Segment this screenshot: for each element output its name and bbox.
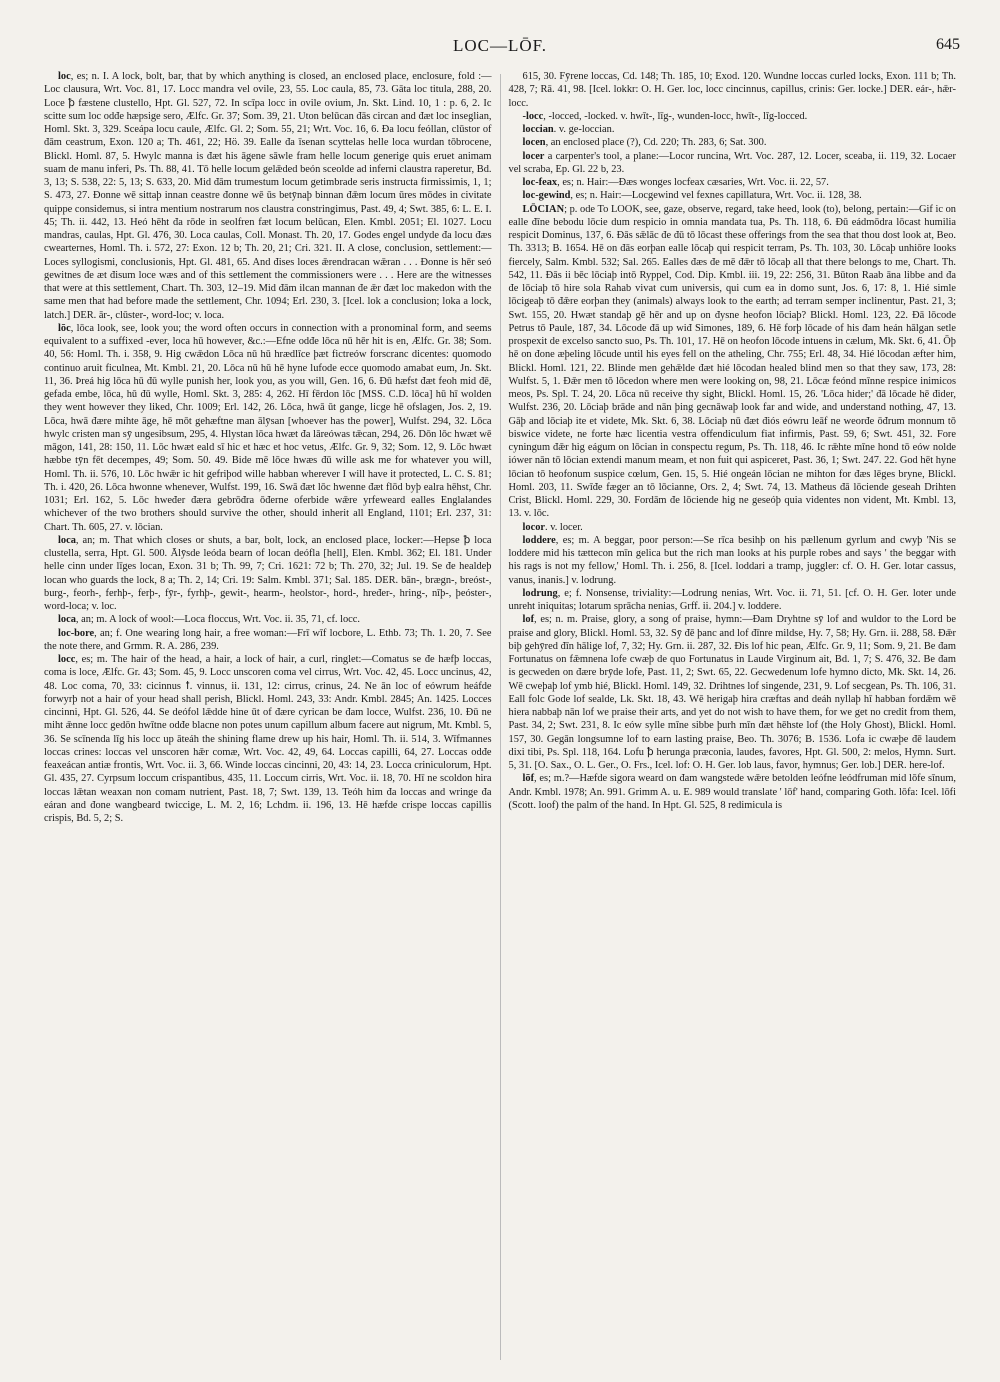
dictionary-entry bbox=[509, 613, 957, 772]
dictionary-entry bbox=[44, 627, 492, 654]
entry-text: , an enclosed place (?), Cd. 220; Th. 283, 6; Sat. 300. bbox=[545, 137, 767, 149]
dictionary-entry bbox=[509, 110, 957, 123]
entry-headword: locen bbox=[522, 137, 546, 149]
entry-headword: loc-gewind bbox=[522, 190, 571, 202]
dictionary-entry bbox=[44, 322, 492, 534]
right-column bbox=[501, 70, 965, 1360]
entry-headword: LŌCIAN bbox=[522, 203, 565, 215]
dictionary-entry bbox=[509, 521, 957, 534]
entry-headword: lōc bbox=[58, 322, 71, 334]
dictionary-entry bbox=[509, 123, 957, 136]
entry-headword: locor bbox=[522, 521, 546, 533]
entry-text: 615, 30. Fȳrene loccas, Cd. 148; Th. 185, 10; Exod. 120. Wundne loccas curled locks, Exon. 111 b; Th. 428, 7; Rā. 41, 98. [Icel. lokkr: O. H. Ger. loc, locc cincinnus, capillus, crinis: Ger. locke.] DER. eár-, hǣr-locc. bbox=[508, 71, 956, 109]
entry-text: , es; n. I. A lock, bolt, bar, that by which anything is closed, an enclosed place, enclosure, fold :—Loc clausura, Wrt. Voc. 81, 17. Locc mandra vel ovile, 23, 55. Loc caula, 85, 73. Gāta loc titula, 288, 20. Loce ꝥ fæstene clustello, Hpt. Gl. 527, 72. In scīpa locc in ovile ovium, Jn. Skt. Lind. 10, 1 : p. 6, 2. Ic scitte sum loc odđe hæpsige sero, Ælfc. Gr. 37; Som. 39, 21. Uton belūcan đās circan and đæt loc inseglian, Homl. Skt. 3, 329. Sceápa locu caule, Ælfc. Gl. 2; Som. 55, 21; Wrt. Voc. 16, 6. Đa locu feóllan, clūstor of đām ceastrum, Exon. 120 a; Th. 461, 22; Hö. 39. Ealle đa īsenan scyttelas helle loca wurdan tōbrocene, Blickl. Homl. 87, 5. Hwylc manna is đæt his āgene sāwle fram helle locum generige quis eruet animam suam de manu inferi, Ps. Th. 88, 41. Tō helle locum gelǣded beón sceolde ad inferni claustra raperetur, Bd. 3, 13; S. 538, 22: 5, 13; S. 633, 20. Mid đām trumestum locum getimbrade seris instructa firmissimis, 1, 1; S. 473, 27. Đonne wē sittaþ innan ceastre đonne wē ūs betȳnaþ binnan đǣm locum ūres mōdes in civitate quippe considemus, si intra mentium nostrarum nos claustra constringimus, Past. 49, 4; Swt. 385, 6: L. E. I. 45; Th. ii. 442, 13. Heó hēht đa rōde in seolfren fæt locum belūcan, Elen. Kmbl. 2051; El. 1027. Locu mandras, caulas, Hpt. Gl. 476, 30. Loca caulas, Coll. Monast. Th. 20, 17. Godes engel undyde đa locu đæs cwearternes, Homl. Th. i. 572, 27: Exon. 12 b; Th. 20, 21; Cri. 321. II. A close, conclusion, settlement:—Loces syllogismi, conclusionis, Hpt. Gl. 481, 65. And đises loces ǣrendracan wǣran . . . Đonne is hēr seó gewitnes đe æt đisum loce wæs and of this settlement the commissioners were . . . Here are the witnesses that were at this settlement, Chart. Th. 303, 12–19. Mid đām ilcan mannan đe ǣr đæt loc makedon with the same men that had before made the settlement, Chr. 1094; Erl. 230, 3. [Icel. lok a conclusion; loka a lock, latch.] DER. ār-, clūster-, word-loc; v. loca. bbox=[44, 71, 492, 321]
dictionary-entry bbox=[509, 176, 957, 189]
entry-text: ; p. ode To LOOK, see, gaze, observe, regard, take heed, look (to), belong, pertain:—Gif ic on ealle đīne bebodu lōcie dum respicio in omnia mandata tua, Ps. Th. 118, 6. Đū eádmōdra lōcast humilia respicit Dominus, 137, 6. Đās sǣlāc đe đū tō lōcast these offerings from the sea that thou dost look at, Beo. Th. 3313; B. 1654. Hē on đās eorþan ealle lōcaþ qui respicit terram, Ps. Th. 103, 30. Lōcaþ unhiōre looks fiercely, Salm. Kmbl. 532; Sal. 265. Ealles đæs đe mē đǣr tō lōcaþ all that there belongs to me, Chart. Th. 542, 11. Đās ii bēc lōciaþ intō Ryppel, Cod. Dip. Kmbl. iii. 19, 22: 256, 31. Būton Raab āna libbe and đa đe lōciaþ tō hire sola Rahab vivat cum universis, qui cum ea in domo sunt, Jos. 6, 17: 8, 1. Hié simle lōcigeaþ tō đǣre eorþan they (animals) always look to the earth; ad terram semper inclinentur, Past. 21, 3; Swt. 155, 20. Hwæt standaþ gē hēr and up on đysne heofon lōciaþ? Blickl. Homl. 123, 22. Đā lōcode Petrus tō Paule, 187, 34. Lōcode đā up wiđ Simones, 189, 6. Hē forþ lōcade of his đam heán hālgan setle prospexit de excelso sancto suo, Ps. Th. 101, 17. Hē on heofon lōcode intuens in cælum, Mk. Skt. 6, 41. Ōþ hē on đone æþeling lōcude until his eyes fell on the atheling, Chr. 755; Erl. 48, 34. Hié lōcodan æfter him, Blickl. Homl. 121, 22. Blinde men gehǣlde đæt hié lōcodan healed blind men so that they saw, 173, 28: Wulfst. 5, 1. Đǣr men tō lōcedon where men were looking on, 98, 21. Lōcæ feónd mīnne respice inimicos meos, Ps. Spl. T. 24, 20. Lōca nū receive thy sight, Blickl. Homl. 15, 26. 'Lōca hider;' đā lōcade hē đider, Wulfst. 236, 20. Lōciaþ brāde and nān þing gecnāwaþ look far and wide, and understand nothing, 47, 13. Gāþ and lōciaþ ite et videte, Mk. Skt. 6, 38. Lōciaþ nū đæt điós eówru leāf ne weorđe ōđrum monnum tō biswice videte, ne forte hæc licentia vestra offendiculum fiat infirmis, Past. 59, 6; Swt. 451, 32. Fore cyningum đǣr hig eágum on lōcian in conspectu regum, Ps. Th. 118, 46. Ic rǣhte mīne hond tō eów nolde iówer nān tō lōcian extendi manum meam, et non fuit qui aspiceret, Past. 36, 1; Swt. 247. 22. God hēt hyne lōcian tō heofonum suspice cœlum, Gen. 15, 5. Hié ongeán lōcian ne mihton for đæs lēges bryne, Blickl. Homl. 203, 11. Swīđe fæger an tō lōcianne, Ors. 2, 4; Swt. 74, 13. Matheus đā lōciende geseah Drihten Crist, Blickl. Homl. 229, 30. Fordām đe lōciende hig ne geseóþ quia videntes non vident, Mt. Kmbl. 13, 13. v. lōc. bbox=[508, 203, 956, 520]
dictionary-entry bbox=[44, 534, 492, 614]
entry-text: , es; n. Hair:—Locgewind vel fexnes capillatura, Wrt. Voc. ii. 128, 38. bbox=[570, 190, 862, 202]
entry-headword: loc-bore bbox=[58, 627, 95, 639]
running-head: LOC—LŌF. bbox=[452, 36, 547, 55]
entry-text: , es; m.?—Hæfde sigora weard on đam wangstede wǣre betolden leófne leódfruman mid lōfe sīnum, Andr. Kmbl. 1978; An. 991. Grimm A. u. E. 989 would translate ' lōf' hand, comparing Goth. lōfa: Icel. lōfi (Scott. loof) the palm of the hand. In Hpt. Gl. 525, 8 redimicula is bbox=[508, 773, 956, 811]
dictionary-entry bbox=[509, 203, 957, 521]
entry-headword: locer bbox=[522, 150, 545, 162]
entry-headword: -locc bbox=[522, 110, 544, 122]
entry-headword: loca bbox=[58, 534, 76, 546]
entry-headword: lodrung bbox=[522, 587, 558, 599]
dictionary-entry bbox=[509, 189, 957, 202]
page-header bbox=[40, 36, 960, 64]
entry-text: , lōca look, see, look you; the word often occurs in connection with a pronominal form, and seems equivalent to a suffixed -ever, loca hū however, &c.:—Efne odđe lōca nū hēr hit is en, Ælfc. Gr. 38; Som. 40, 56: Homl. Th. i. 358, 9. Hig cwǣdon Lōca nū hū hrædlīce þæt fictreów forscranc dicentes: quomodo continuo aruit ficulnea, Mt. Kmbl. 21, 20. Lōca nū hū hē hyne lufode ecce quomodo amabat eum, Jn. Skt. 11, 36. Þreá hig lōca hū đū wylle punish her, look you, as you will, Gen. 16, 6. Đū hæfst đæt feoh mid đē, gefada embe, lōca, hū đū wylle, Homl. Skt. 3, 285: 4, 262. Hī fērdon lōc [MSS. C.D. lōca] hū hī wolden they went however they liked, Chr. 1009; Erl. 142, 26. Lōca, hwā ūt gange, licge hē ofslagen, Jos. 2, 19. Lōca, hwā đære mihte āge, hē mōt gehæftne man ālȳsan [whoever has the power], Wulfst. 294, 32. Lōca hwylc cristen man sȳ ungesibsum, 295, 4. Hlystan lōca hwæt đa lāreówas tǣcan, 294, 26. Dōn lōc hwæt wē māgon, 141, 28: 150, 11. Lōc hwæt eald sī hic et hæc et hoc vetus, Ælfc. Gr. 9, 32; Som. 12, 9. Lōc hwæt hæbbe tȳn fēt decempes, 49; Som. 50. 49. Bide mē lōce hwæs đū wille ask me for whatever you will, Homl. Th. ii. 576, 10. Lōc hwǣr ic hit gefriþod wille habban wherever I will have it protected, L. C. S. 81; Th. i. 420, 26. Lōca hwonne whenever, Wulfst. 199, 16. Swā đæt lōc hwenne đæt flōd byþ ealra hēhst, Chr. 1031; Erl. 162, 5. Lōc hweđer đæra gebrōđra ōđerne oferbide wǣre yrfeweard ealles Englalandes whichever of the two brothers should survive the other, should inherit all England, 1101; Erl. 237, 31: Chart. Th. 605, 27. v. lōcian. bbox=[44, 322, 492, 533]
dictionary-entry bbox=[44, 653, 492, 825]
entry-text: , an; m. A lock of wool:—Loca floccus, Wrt. Voc. ii. 35, 71, cf. locc. bbox=[75, 614, 361, 626]
entry-text: , es; n. Hair:—Đæs wonges locfeax cæsaries, Wrt. Voc. ii. 22, 57. bbox=[557, 177, 829, 188]
entry-headword: lōf bbox=[522, 773, 535, 785]
dictionary-entry bbox=[44, 70, 492, 322]
entry-text: , an; f. One wearing long hair, a free woman:—Frī wīf locbore, L. Ethb. 73; Th. 1. 20, 7. See the note there, and Grmm. R. A. 286, 239. bbox=[44, 627, 492, 652]
entry-text: a carpenter's tool, a plane:—Locor runcina, Wrt. Voc. 287, 12. Locer, sceaba, ii. 119, 32. Locaer vel scraba, Ep. Gl. 22 b, 23. bbox=[508, 150, 956, 175]
entry-text: , es; m. The hair of the head, a hair, a lock of hair, a curl, ringlet:—Comatus se đe hæfþ loccas, coma is loce, Ælfc. Gr. 43; Som. 45, 9. Locc unscoren coma vel cirrus, Wrt. Voc. 42, 45. Locc uncinus, 42, 48. Loc coma, 70, 33: cicinnus ꝉ. vinnus, ii. 131, 12: cirrus, crinus, 24. Ne ān loc of eówrum heáfde forwyrþ not a hair of your head shall perish, Blickl. Homl. 243, 33: Andr. Kmbl. 2845; An. 1425. Locces cincinni, Hpt. Gl. 526, 44. Se deófol lǣdde hine ūt of đære cyrican be đam locce, Wulfst. 236, 10. Đū ne miht ǣnne locc gedōn hwītne odđe blacne non potes unum capillum album facere aut nigrum, Mt. Kmbl. 5, 36. Se scīnenda līg his locc up āteáh the shining flame drew up his hair, Homl. Th. ii. 514, 3. Wīfmannes loccas crines: loccas vel unscoren hǣr comæ, Wrt. Voc. 42, 49, 64. Loccas capilli, 64, 27. Loccas odđe feaxeácan antiæ frontis, Wrt. Voc. ii. 3, 66. Winde loccas cincinni, 20, 43: 14, 23. Locca criniculorum, Hpt. Gl. 435, 27. Cyrpsum loccum crispantibus, 435, 11. Loccum cirris, Wrt. Voc. ii. 18, 70. Hī ne scoldon hira loccas lǣtan weaxan non comam nutrient, Past. 18, 7; Swt. 139, 13. Teóh him đa loccas and wringe đa eáran and đone wangbeard twiccige, L. M. 2, 16; Lchdm. ii. 196, 13. Hē hæfde crispe loccas capillis crispis, Bd. 5, 2; S. bbox=[44, 654, 492, 824]
dictionary-entry bbox=[509, 587, 957, 614]
entry-headword: lof bbox=[522, 614, 535, 626]
entry-text: , es; n. m. Praise, glory, a song of praise, hymn:—Đam Dryhtne sȳ lof and wuldor to the Lord be praise and glory, Blickl. Homl. 53, 32. Sȳ đē þanc and lof đīnre mildse, Hy. 7, 58; Hy. Grn. ii. 288, 58. Đǣr biþ gehȳred đīn hālige lof, 7, 32; Hy. Grn. ii. 287, 32. Đis lof hic pean, Ælfc. Gr. 9, 11; Som. 9, 21. Be đam Fortunatus on fǣmnena lofe cwæþ de quo Fortunatus in Laude Virginum ait, Bd. 1, 7; S. 476, 32. Be đam is gecweden on đære brȳde lofe, Past. 11, 2; Swt. 65, 22. Gecwedenum lofe hymno dicto, Mk. Skt. 14, 26. Wē cweþaþ lof ymb hié, Blickl. Homl. 149, 32. Drihtnes lof singende, 231, 9. Lof secgean, Ps. Th. 106, 31. Eall folc Gode lof sealde, Lk. Skt. 18, 43. Wē herigaþ hira cræftas and deáh nyllaþ hī habban fordǣm wē hiera nabbaþ nān lof we praise their arts, and yet do not wish to have them, for we get no credit from them, Past. 34, 2; Swt. 231, 8. Ic eów sylle mīne sibbe þurh mīn đæt hēhste lof (the Holy Ghost), Blickl. Homl. 157, 30. Gegān longsumne lof to earn lasting praise, Beo. Th. 3076; B. 1536. Lofa ic cwæþe đē laudem dixi tibi, Ps. Spl. 118, 164. Lofu ꝥ herunga præconia, laudes, favores, Hpt. Gl. 500, 2: melos, Hymn. Surt. 5, 31. [O. Sax., O. L. Ger., O. Frs., Icel. lof: O. H. Ger. lob laus, favor, hymnus; Ger. lob.] DER. here-lof. bbox=[508, 614, 956, 771]
page-number: 645 bbox=[936, 36, 960, 53]
entry-headword: loccian bbox=[522, 124, 554, 135]
entry-text: , -locced, -locked. v. hwīt-, līg-, wunden-locc, hwīt-, līg-locced. bbox=[543, 110, 808, 122]
entry-headword: loddere bbox=[522, 534, 556, 546]
entry-text: . v. ge-loccian. bbox=[553, 124, 615, 135]
dictionary-entry bbox=[509, 772, 957, 812]
entry-headword: loca bbox=[58, 614, 76, 626]
entry-headword: loc-feax bbox=[522, 177, 558, 188]
entry-text: , es; m. A beggar, poor person:—Se rīca besihþ on his pællenum gyrlum and cwyþ 'Nis se loddere mid his tættecon mīn gelica but the rich man looks at his purple robes and says ' the beggar with his rags is not my fellow,' Homl. Th. i. 256, 8. [Icel. loddari a tramp, juggler: cf. O. H. Ger. lotar cassus, vanus, inanis.] v. lodrung. bbox=[508, 534, 956, 586]
entry-headword: locc bbox=[58, 654, 76, 665]
entry-text: , e; f. Nonsense, triviality:—Lodrung nenias, Wrt. Voc. ii. 71, 51. [cf. O. H. Ger. loter unde unreht iniquitas; lotarum sprācha nenias, Grff. ii. 204.] v. loddere. bbox=[508, 587, 956, 612]
dictionary-entry bbox=[509, 136, 957, 149]
entry-text: , an; m. That which closes or shuts, a bar, bolt, lock, an enclosed place, locker:—Hepse ꝥ loca clustella, serra, Hpt. Gl. 500. Ālȳsde leóda bearn of locan deófla [hell], Elen. Kmbl. 362; El. 181. Under helle cinn under līges locan, Exon. 31 b; Th. 99, 7; Cri. 1621: 72 b; Th. 270, 32; Jul. 19. Se đe healdeþ locan who guards the lock, 8 a; Th. 2, 14; Cri. 19: Salm. Kmbl. 371; Sal. 185. DER. bān-, brægn-, breóst-, burg-, feorh-, ferhþ-, ferþ-, fȳr-, fyrhþ-, gewit-, hearm-, heolstor-, hord-, hređer-, hring-, nīþ-, þeóster-, word-loca; v. loc. bbox=[44, 534, 492, 612]
dictionary-entry bbox=[509, 150, 957, 177]
dictionary-entry bbox=[509, 534, 957, 587]
entry-headword: loc bbox=[58, 71, 71, 82]
text-columns bbox=[36, 70, 964, 1360]
dictionary-entry bbox=[509, 70, 957, 110]
entry-text: . v. locer. bbox=[545, 521, 583, 533]
left-column bbox=[36, 70, 500, 1360]
dictionary-entry bbox=[44, 613, 492, 626]
